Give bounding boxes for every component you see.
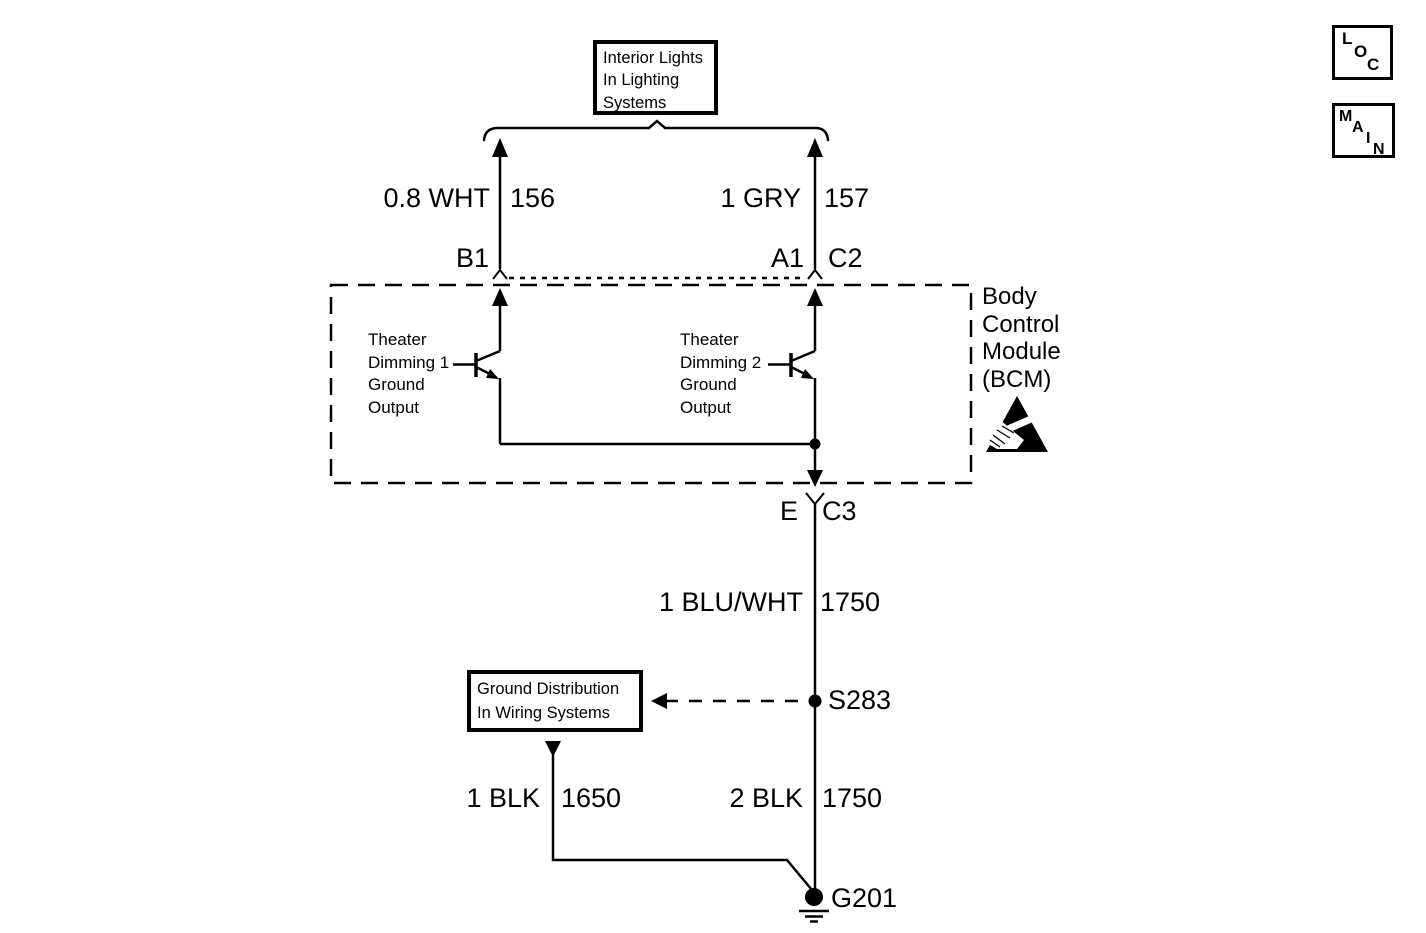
t2-line1: Theater: [680, 330, 739, 349]
wire-156-up-arrow: [492, 138, 508, 157]
ref-ground-distribution-line1: Ground Distribution: [477, 680, 620, 698]
bcm-title-line2: Control: [982, 310, 1060, 338]
t1-emitter-arrow: [486, 369, 499, 379]
circuit-label-157: 157: [824, 183, 870, 213]
connector-label-b1: B1: [455, 243, 489, 273]
ground-g201-dot: [805, 888, 823, 906]
theater-dimming-1-label: [368, 329, 449, 420]
brace: [484, 121, 828, 140]
main-button[interactable]: [1332, 103, 1395, 158]
circuit-label-1750-lower: 1750: [822, 783, 883, 813]
ref-ground-distribution-line2: In Wiring Systems: [477, 704, 610, 722]
wire-label-1-gry: 1 GRY: [720, 183, 801, 213]
loc-button[interactable]: [1332, 25, 1393, 80]
t1-line3: Ground: [368, 375, 425, 395]
t1-line1: Theater: [368, 330, 427, 349]
bcm-title-line4: (BCM): [982, 365, 1052, 393]
splice-label-s283: S283: [828, 685, 892, 715]
t1-line2: Dimming 1: [368, 352, 450, 372]
ref-ground-distribution-box[interactable]: [467, 670, 643, 732]
connector-b1-symbol: [493, 270, 507, 279]
loc-letter-l: L: [1342, 29, 1353, 48]
theater-dimming-2-label: [680, 329, 761, 420]
ref-interior-lights-line3: Systems: [603, 93, 667, 112]
splice-s283-dot: [809, 695, 822, 708]
t1-line4: Output: [368, 398, 420, 418]
connector-label-c3: C3: [822, 496, 857, 526]
circuit-label-1650: 1650: [561, 783, 622, 813]
main-letter-m: M: [1339, 108, 1353, 125]
connector-label-a1: A1: [770, 243, 804, 273]
loc-letter-o: O: [1354, 42, 1368, 61]
bcm-exit-down-arrow: [807, 470, 823, 487]
loc-letter-c: C: [1367, 55, 1380, 74]
connector-label-c2: C2: [828, 243, 863, 273]
branch-down-arrow: [545, 741, 561, 757]
wire-label-08-wht: 0.8 WHT: [383, 183, 490, 213]
esd-icon: [976, 396, 1054, 452]
wire-1650-line: [553, 755, 812, 890]
t1-collector: [476, 351, 500, 361]
circuit-label-1750-upper: 1750: [820, 587, 881, 617]
ref-pointer-arrow: [651, 693, 667, 709]
main-letter-a: A: [1352, 119, 1364, 136]
bcm-title-line1: Body: [982, 283, 1037, 310]
bcm-title: [982, 283, 1061, 393]
connector-c2-symbol: [808, 270, 822, 279]
t2-line4: Output: [680, 398, 732, 418]
main-letter-n: N: [1373, 141, 1385, 158]
t2-emitter-arrow: [801, 369, 814, 379]
circuit-label-156: 156: [510, 183, 556, 213]
connector-label-e: E: [779, 496, 798, 526]
ref-interior-lights-line1: Interior Lights: [603, 49, 703, 67]
wire-157-up-arrow: [807, 138, 823, 157]
wire-label-1-blk: 1 BLK: [466, 783, 540, 813]
t2-line2: Dimming 2: [680, 352, 762, 372]
wire-label-1-blu-wht: 1 BLU/WHT: [658, 587, 803, 617]
t2-up-arrow: [807, 288, 823, 306]
wire-label-2-blk: 2 BLK: [729, 783, 803, 813]
main-letter-i: I: [1366, 130, 1371, 147]
t2-collector: [791, 351, 815, 361]
ground-label-g201: G201: [831, 883, 898, 913]
t2-line3: Ground: [680, 375, 737, 395]
bcm-title-line3: Module: [982, 338, 1061, 365]
ref-interior-lights-line2: In Lighting: [603, 71, 680, 90]
t1-up-arrow: [492, 288, 508, 306]
ref-interior-lights-box[interactable]: [593, 40, 718, 115]
